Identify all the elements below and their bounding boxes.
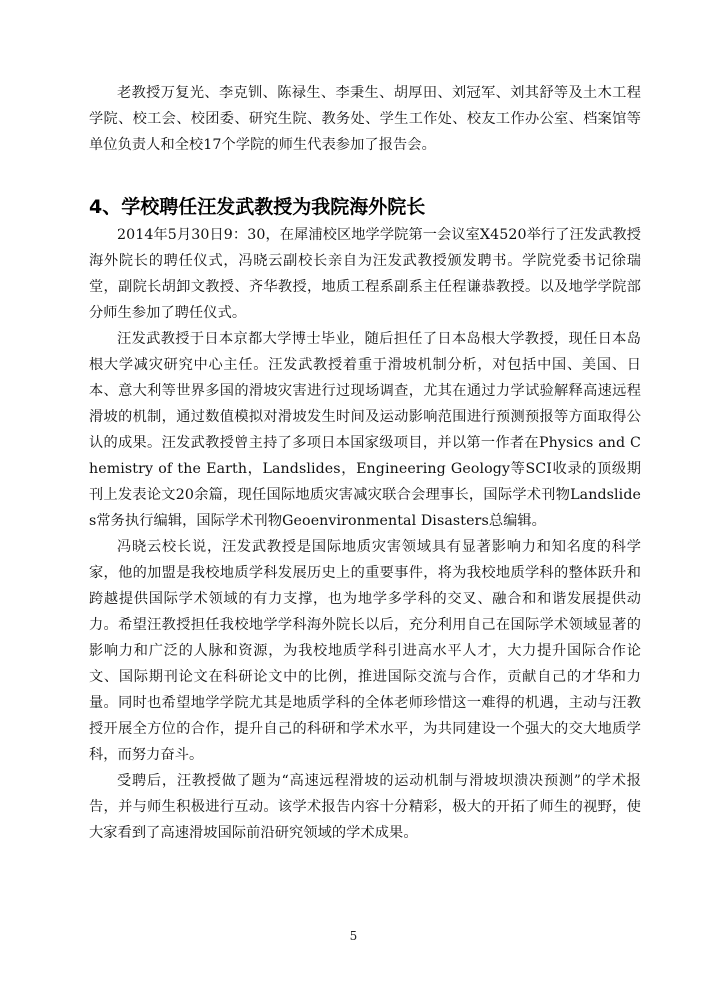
section-heading: 4、学校聘任汪发武教授为我院海外院长 — [89, 196, 426, 218]
paragraph-ceremony: 2014年5月30日9：30，在犀浦校区地学学院第一会议室X4520举行了汪发武教授海外院长的聘任仪式，冯晓云副校长亲自为汪发武教授颁发聘书。学院党委书记徐瑞堂，副院长胡卸文教授、齐华教授，地质工程系副系主任程谦恭教授。以及地学学院部分师生参加了聘任仪式。 — [89, 227, 641, 321]
section-body — [89, 222, 641, 846]
page-number: 5 — [349, 929, 358, 943]
paragraph-lecture: 受聘后，汪教授做了题为“高速远程滑坡的运动机制与滑坡坝溃决预测”的学术报告，并与师生积极进行互动。该学术报告内容十分精彩，极大的开拓了师生的视野，使大家看到了高速滑坡国际前沿研究领域的学术成果。 — [89, 773, 641, 841]
intro-paragraph: 老教授万复光、李克钏、陈禄生、李秉生、胡厚田、刘冠军、刘其舒等及土木工程学院、校工会、校团委、研究生院、教务处、学生工作处、校友工作办公室、档案馆等单位负责人和全校17个学院的师生代表参加了报告会。 — [89, 85, 641, 153]
paragraph-speech: 冯晓云校长说，汪发武教授是国际地质灾害领域具有显著影响力和知名度的科学家，他的加盟是我校地质学科发展历史上的重要事件，将为我校地质学科的整体跃升和跨越提供国际学术领域的有力支撑，也为地学多学科的交叉、融合和和谐发展提供动力。希望汪教授担任我校地学学科海外院长以后，充分利用自己在国际学术领域显著的影响力和广泛的人脉和资源，为我校地质学科引进高水平人才，大力提升国际合作论文、国际期刊论文在科研论文中的比例，推进国际交流与合作，贡献自己的才华和力量。同时也希望地学学院尤其是地质学科的全体老师珍惜这一难得的机遇，主动与汪教授开展全方位的合作，提升自己的科研和学术水平，为共同建设一个强大的交大地质学科，而努力奋斗。 — [89, 539, 641, 763]
paragraph-biography: 汪发武教授于日本京都大学博士毕业，随后担任了日本岛根大学教授，现任日本岛根大学减灾研究中心主任。汪发武教授着重于滑坡机制分析，对包括中国、美国、日本、意大利等世界多国的滑坡灾害进行过现场调查，尤其在通过力学试验解释高速远程滑坡的机制，通过数值模拟对滑坡发生时间及运动影响范围进行预测预报等方面取得公认的成果。汪发武教授曾主持了多项日本国家级项目，并以第一作者在Physics and Chemistry of the Earth，Landslides，Engineering Geology等SCI收录的顶级期刊上发表论文20余篇，现任国际地质灾害减灾联合会理事长，国际学术刊物Landslides常务执行编辑，国际学术刊物Geoenvironmental Disasters总编辑。 — [89, 331, 641, 529]
